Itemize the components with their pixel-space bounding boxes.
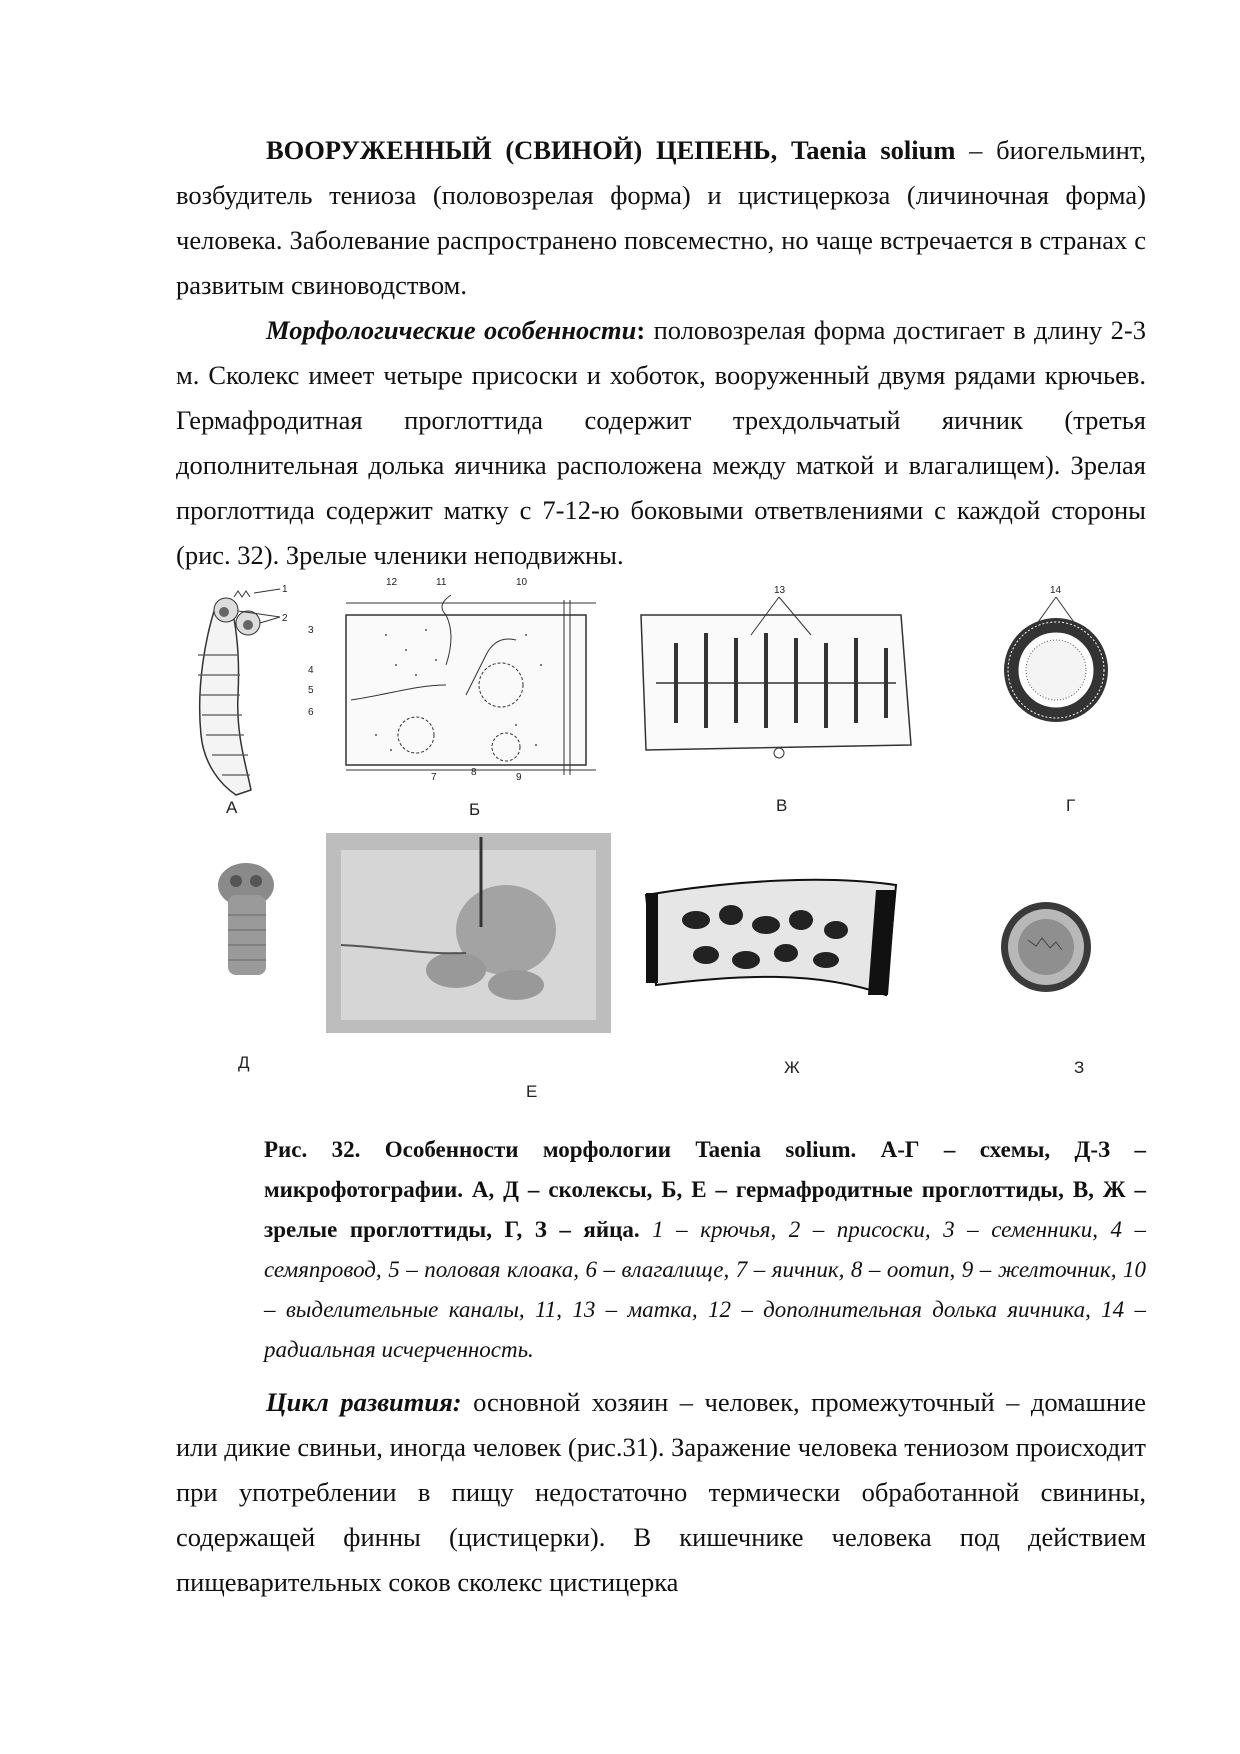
panel-label-g: Г	[1066, 796, 1076, 815]
callout-5: 5	[308, 685, 314, 696]
panel-a-scolex-drawing	[198, 584, 288, 795]
callout-11: 11	[436, 577, 447, 588]
panel-c-mature-proglottid-drawing	[641, 585, 911, 758]
species-title: ВООРУЖЕННЫЙ (СВИНОЙ) ЦЕПЕНЬ, Taenia solium	[266, 135, 956, 165]
caption-legend: 1 – крючья, 2 – присоски, 3 – семенники, 4 – семяпровод, 5 – половая клоака, 6 – влагалище, 7 – яичник, 8 – оотип, 9 – желточник, 10 – выделительные каналы, 11, 13 – матка, 12 – дополнительная долька яичника, 14 – радиальная исчерченность.	[264, 1217, 1146, 1362]
callout-13: 13	[774, 585, 786, 596]
life-cycle-heading: Цикл развития:	[266, 1387, 462, 1417]
callout-9: 9	[516, 772, 522, 783]
figure-caption	[264, 1130, 1146, 1370]
panel-label-zh: Ж	[784, 1058, 800, 1077]
callout-10: 10	[516, 577, 528, 588]
panel-b-proglottid-drawing	[308, 577, 596, 783]
panel-label-e: Е	[526, 1082, 538, 1101]
panel-zh-mature-proglottid-micrograph	[646, 880, 896, 995]
paragraph-intro	[176, 128, 1146, 308]
figure-32	[176, 575, 1146, 1130]
callout-14: 14	[1050, 585, 1062, 596]
callout-6: 6	[308, 707, 314, 718]
morphology-text: половозрелая форма достигает в длину 2-3 м. Сколекс имеет четыре присоски и хоботок, вооруженный двумя рядами крючьев. Гермафродитная проглоттида содержит трехдольчатый яичник (третья дополнительная долька яичника расположена между маткой и влагалищем). Зрелая проглоттида содержит матку с 7-12-ю боковыми ответвлениями с каждой стороны (рис. 32). Зрелые членики неподвижны.	[176, 315, 1146, 570]
callout-1: 1	[282, 584, 288, 595]
panel-z-egg-micrograph	[1001, 902, 1091, 992]
life-cycle-text: основной хозяин – человек, промежуточный – домашние или дикие свиньи, иногда человек (рис.31). Заражение человека тениозом происходит при употреблении в пищу недостаточно термически обработанной свинины, содержащей финны (цистицерки). В кишечнике человека под действием пищеварительных соков сколекс цистицерка	[176, 1387, 1146, 1597]
panel-label-z: З	[1074, 1058, 1085, 1077]
panel-label-a: А	[226, 798, 238, 817]
callout-3: 3	[308, 625, 314, 636]
panel-label-b: Б	[469, 800, 481, 819]
panel-d-scolex-micrograph	[186, 835, 311, 1035]
paragraph-morphology	[176, 308, 1146, 578]
intro-text: – биогельминт, возбудитель тениоза (половозрелая форма) и цистицеркоза (личиночная форма) человека. Заболевание распространено повсеместно, но чаще встречается в странах с развитым свиноводством.	[176, 135, 1146, 300]
panel-g-egg-drawing	[1004, 585, 1108, 722]
figure-illustration	[176, 575, 1146, 1130]
callout-8: 8	[471, 767, 477, 778]
panel-e-proglottid-micrograph	[326, 833, 611, 1033]
caption-bold: Рис. 32. Особенности морфологии Taenia solium. А-Г – схемы, Д-З – микрофотографии. А, Д – сколексы, Б, Е – гермафродитные проглоттиды, В, Ж – зрелые проглоттиды, Г, З – яйца.	[264, 1137, 1146, 1242]
callout-7: 7	[431, 772, 437, 783]
morphology-colon: :	[636, 315, 646, 345]
callout-4: 4	[308, 665, 314, 676]
paragraph-life-cycle	[176, 1380, 1146, 1605]
panel-label-d: Д	[238, 1053, 250, 1072]
callout-12: 12	[386, 577, 398, 588]
morphology-heading: Морфологические особенности	[266, 315, 637, 345]
panel-label-v: В	[776, 796, 788, 815]
callout-2: 2	[282, 613, 288, 624]
